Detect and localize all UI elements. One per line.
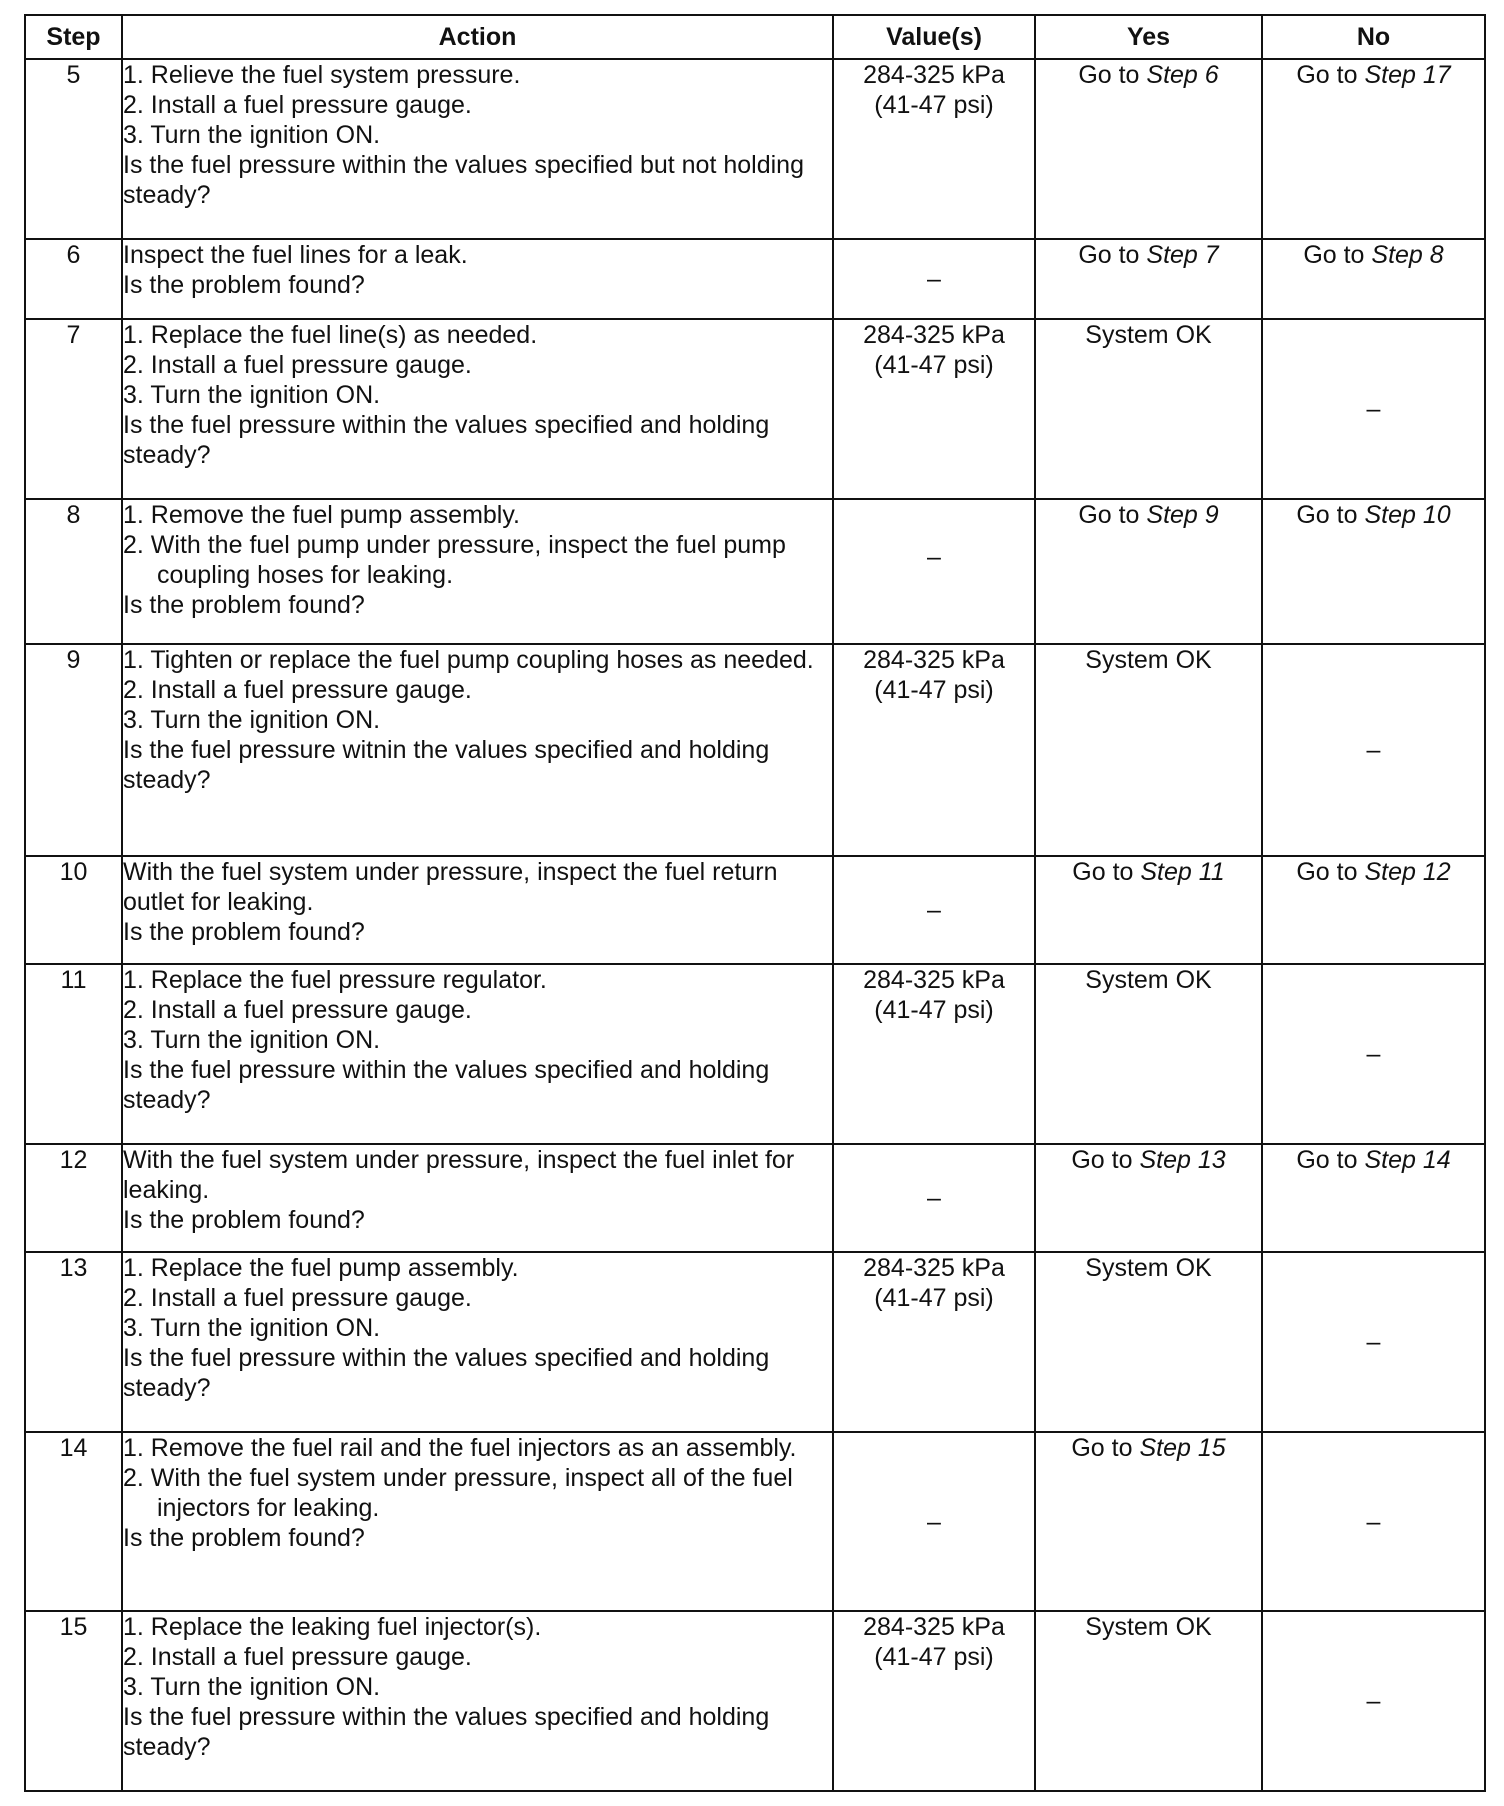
step-number: 12 bbox=[25, 1144, 122, 1252]
go-to-prefix: Go to bbox=[1296, 501, 1365, 529]
value-cell bbox=[833, 1432, 1035, 1611]
yes-cell bbox=[1035, 319, 1262, 499]
step-number: 13 bbox=[25, 1252, 122, 1432]
action-item: 2. Install a fuel pressure gauge. bbox=[123, 351, 472, 379]
table-row bbox=[25, 59, 1485, 239]
action-item: 1. Relieve the fuel system pressure. bbox=[123, 61, 521, 89]
no-result: – bbox=[1366, 1040, 1381, 1068]
no-cell bbox=[1262, 59, 1485, 239]
yes-cell bbox=[1035, 856, 1262, 964]
action-item: 2. Install a fuel pressure gauge. bbox=[123, 91, 472, 119]
no-cell bbox=[1262, 499, 1485, 644]
table-row bbox=[25, 319, 1485, 499]
step-number: 10 bbox=[25, 856, 122, 964]
action-item: 1. Replace the fuel pressure regulator. bbox=[123, 966, 547, 994]
value-psi: (41-47 psi) bbox=[874, 1284, 994, 1312]
yes-result: System OK bbox=[1085, 646, 1212, 674]
step-number: 6 bbox=[25, 239, 122, 319]
value-cell bbox=[833, 239, 1035, 319]
action-cell bbox=[122, 319, 833, 499]
table-row bbox=[25, 856, 1485, 964]
action-cell bbox=[122, 499, 833, 644]
action-cell bbox=[122, 964, 833, 1144]
value-dash: – bbox=[927, 543, 941, 571]
action-item: 2. Install a fuel pressure gauge. bbox=[123, 676, 472, 704]
header-step: Step bbox=[25, 15, 122, 59]
yes-step-link: Step 13 bbox=[1139, 1146, 1226, 1174]
value-kpa: 284-325 kPa bbox=[863, 321, 1005, 349]
action-cell bbox=[122, 1432, 833, 1611]
go-to-prefix: Go to bbox=[1078, 501, 1147, 529]
go-to-prefix: Go to bbox=[1078, 241, 1147, 269]
value-dash: – bbox=[927, 1507, 941, 1536]
no-cell bbox=[1262, 964, 1485, 1144]
value-kpa: 284-325 kPa bbox=[863, 646, 1005, 674]
go-to-prefix: Go to bbox=[1071, 1146, 1140, 1174]
header-row bbox=[25, 15, 1485, 59]
no-step-link: Step 10 bbox=[1364, 501, 1451, 529]
action-question: Is the problem found? bbox=[123, 591, 365, 619]
action-item: 2. Install a fuel pressure gauge. bbox=[123, 1284, 472, 1312]
action-item: 1. Replace the fuel pump assembly. bbox=[123, 1254, 519, 1282]
no-step-link: Step 14 bbox=[1364, 1146, 1451, 1174]
action-cell bbox=[122, 59, 833, 239]
go-to-prefix: Go to bbox=[1303, 241, 1372, 269]
action-question: Is the problem found? bbox=[123, 1206, 365, 1234]
no-cell bbox=[1262, 239, 1485, 319]
action-cell bbox=[122, 856, 833, 964]
step-number: 8 bbox=[25, 499, 122, 644]
step-number: 9 bbox=[25, 644, 122, 856]
value-kpa: 284-325 kPa bbox=[863, 1254, 1005, 1282]
header-no: No bbox=[1262, 15, 1485, 59]
no-cell bbox=[1262, 1144, 1485, 1252]
yes-cell bbox=[1035, 644, 1262, 856]
action-question: Is the fuel pressure within the values specified and holding steady? bbox=[123, 411, 770, 469]
value-psi: (41-47 psi) bbox=[874, 91, 994, 119]
step-number: 15 bbox=[25, 1611, 122, 1791]
table-row bbox=[25, 499, 1485, 644]
go-to-prefix: Go to bbox=[1296, 1146, 1365, 1174]
value-psi: (41-47 psi) bbox=[874, 676, 994, 704]
value-cell bbox=[833, 319, 1035, 499]
action-question: Is the problem found? bbox=[123, 271, 365, 299]
action-item: 3. Turn the ignition ON. bbox=[123, 1673, 381, 1701]
table-body bbox=[25, 59, 1485, 1791]
no-cell bbox=[1262, 644, 1485, 856]
action-question: Is the problem found? bbox=[123, 1524, 365, 1552]
table-row bbox=[25, 1144, 1485, 1252]
value-cell bbox=[833, 59, 1035, 239]
action-question: Is the fuel pressure within the values specified and holding steady? bbox=[123, 1344, 770, 1402]
action-cell bbox=[122, 1144, 833, 1252]
header-action: Action bbox=[122, 15, 833, 59]
value-kpa: 284-325 kPa bbox=[863, 61, 1005, 89]
value-cell bbox=[833, 1611, 1035, 1791]
yes-cell bbox=[1035, 1611, 1262, 1791]
yes-cell bbox=[1035, 1144, 1262, 1252]
action-item: 3. Turn the ignition ON. bbox=[123, 1026, 381, 1054]
go-to-prefix: Go to bbox=[1296, 61, 1365, 89]
value-psi: (41-47 psi) bbox=[874, 1643, 994, 1671]
table-row bbox=[25, 1611, 1485, 1791]
yes-cell bbox=[1035, 239, 1262, 319]
no-result: – bbox=[1366, 395, 1381, 423]
no-cell bbox=[1262, 1432, 1485, 1611]
no-step-link: Step 17 bbox=[1364, 61, 1451, 89]
no-cell bbox=[1262, 319, 1485, 499]
value-cell bbox=[833, 856, 1035, 964]
yes-step-link: Step 9 bbox=[1146, 501, 1219, 529]
value-cell bbox=[833, 1144, 1035, 1252]
yes-cell bbox=[1035, 1432, 1262, 1611]
value-cell bbox=[833, 499, 1035, 644]
value-psi: (41-47 psi) bbox=[874, 996, 994, 1024]
action-item: 3. Turn the ignition ON. bbox=[123, 121, 381, 149]
table-row bbox=[25, 1252, 1485, 1432]
no-result: – bbox=[1366, 1687, 1381, 1715]
go-to-prefix: Go to bbox=[1072, 858, 1141, 886]
value-psi: (41-47 psi) bbox=[874, 351, 994, 379]
value-kpa: 284-325 kPa bbox=[863, 1613, 1005, 1641]
yes-cell bbox=[1035, 1252, 1262, 1432]
value-cell bbox=[833, 964, 1035, 1144]
action-item: 3. Turn the ignition ON. bbox=[123, 1314, 381, 1342]
value-dash: – bbox=[927, 896, 941, 924]
yes-step-link: Step 15 bbox=[1139, 1434, 1226, 1462]
no-result: – bbox=[1366, 736, 1381, 764]
table-row bbox=[25, 1432, 1485, 1611]
action-cell bbox=[122, 239, 833, 319]
header-values: Value(s) bbox=[833, 15, 1035, 59]
step-number: 11 bbox=[25, 964, 122, 1144]
action-item: 2. Install a fuel pressure gauge. bbox=[123, 996, 472, 1024]
action-item: 1. Replace the fuel line(s) as needed. bbox=[123, 321, 538, 349]
diagnostic-table bbox=[24, 14, 1486, 1792]
yes-cell bbox=[1035, 964, 1262, 1144]
action-item: 1. Replace the leaking fuel injector(s). bbox=[123, 1613, 542, 1641]
yes-result: System OK bbox=[1085, 1613, 1212, 1641]
action-question: Is the fuel pressure within the values specified but not holding steady? bbox=[123, 151, 804, 209]
table-row bbox=[25, 964, 1485, 1144]
go-to-prefix: Go to bbox=[1071, 1434, 1140, 1462]
action-question: Is the fuel pressure within the values specified and holding steady? bbox=[123, 1056, 770, 1114]
no-cell bbox=[1262, 1611, 1485, 1791]
go-to-prefix: Go to bbox=[1296, 858, 1365, 886]
action-cell bbox=[122, 1252, 833, 1432]
action-item: 1. Remove the fuel pump assembly. bbox=[123, 501, 520, 529]
table-row bbox=[25, 644, 1485, 856]
value-cell bbox=[833, 644, 1035, 856]
action-cell bbox=[122, 1611, 833, 1791]
yes-result: System OK bbox=[1085, 1254, 1212, 1282]
no-step-link: Step 8 bbox=[1371, 241, 1444, 269]
no-result: – bbox=[1366, 1507, 1381, 1536]
yes-step-link: Step 6 bbox=[1146, 61, 1219, 89]
step-number: 7 bbox=[25, 319, 122, 499]
action-item: 2. With the fuel system under pressure, inspect all of the fuel injectors for leaking. bbox=[123, 1464, 793, 1522]
value-dash: – bbox=[927, 265, 941, 293]
no-result: – bbox=[1366, 1328, 1381, 1356]
action-item: 3. Turn the ignition ON. bbox=[123, 706, 381, 734]
action-item: 2. With the fuel pump under pressure, inspect the fuel pump coupling hoses for leaking. bbox=[123, 531, 786, 589]
action-item: With the fuel system under pressure, inspect the fuel inlet for leaking. bbox=[123, 1146, 795, 1204]
action-question: Is the fuel pressure within the values specified and holding steady? bbox=[123, 1703, 770, 1761]
step-number: 5 bbox=[25, 59, 122, 239]
header-yes: Yes bbox=[1035, 15, 1262, 59]
yes-cell bbox=[1035, 499, 1262, 644]
action-question: Is the fuel pressure witnin the values specified and holding steady? bbox=[123, 736, 770, 794]
action-item: 1. Remove the fuel rail and the fuel injectors as an assembly. bbox=[123, 1434, 797, 1462]
action-item: 1. Tighten or replace the fuel pump coupling hoses as needed. bbox=[123, 646, 814, 674]
no-cell bbox=[1262, 1252, 1485, 1432]
action-item: 2. Install a fuel pressure gauge. bbox=[123, 1643, 472, 1671]
action-question: Is the problem found? bbox=[123, 918, 365, 946]
step-number: 14 bbox=[25, 1432, 122, 1611]
yes-cell bbox=[1035, 59, 1262, 239]
action-item: Inspect the fuel lines for a leak. bbox=[123, 241, 468, 269]
value-kpa: 284-325 kPa bbox=[863, 966, 1005, 994]
action-cell bbox=[122, 644, 833, 856]
table-row bbox=[25, 239, 1485, 319]
yes-step-link: Step 11 bbox=[1140, 858, 1225, 886]
yes-step-link: Step 7 bbox=[1146, 241, 1219, 269]
value-dash: – bbox=[927, 1184, 941, 1212]
action-item: 3. Turn the ignition ON. bbox=[123, 381, 381, 409]
yes-result: System OK bbox=[1085, 966, 1212, 994]
no-cell bbox=[1262, 856, 1485, 964]
no-step-link: Step 12 bbox=[1364, 858, 1451, 886]
go-to-prefix: Go to bbox=[1078, 61, 1147, 89]
action-item: With the fuel system under pressure, inspect the fuel return outlet for leaking. bbox=[123, 858, 778, 916]
yes-result: System OK bbox=[1085, 321, 1212, 349]
value-cell bbox=[833, 1252, 1035, 1432]
